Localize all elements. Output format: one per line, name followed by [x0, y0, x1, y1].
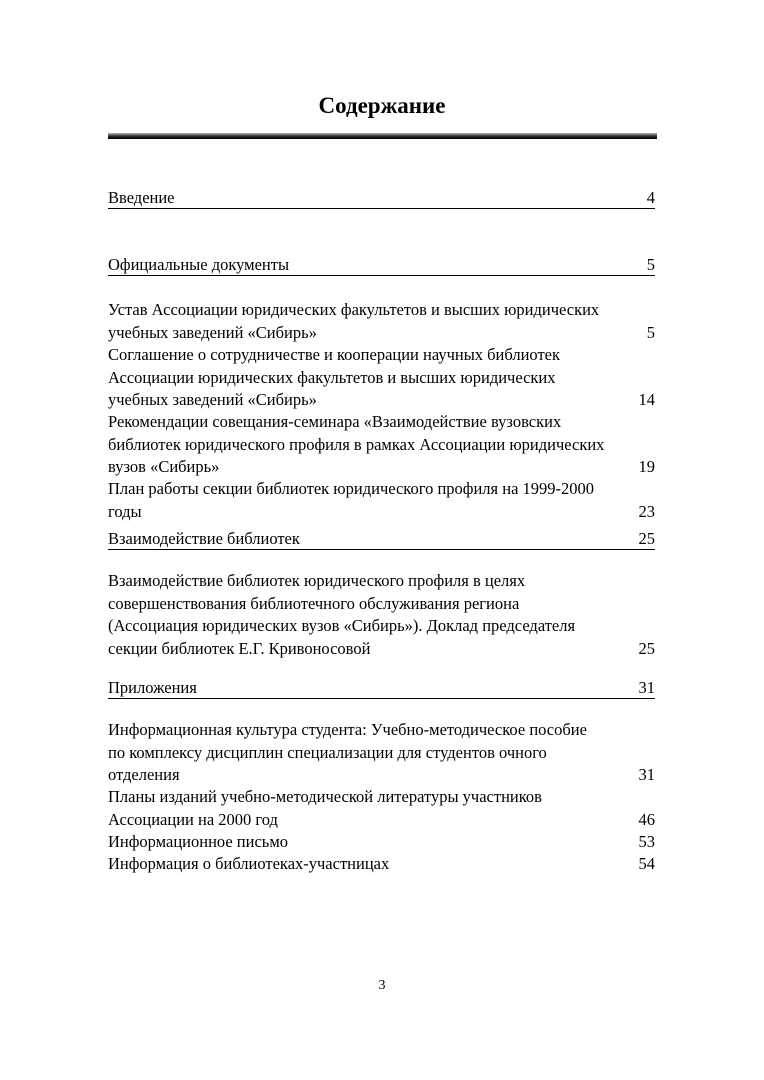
toc-entry-line: вузов «Сибирь»: [108, 457, 220, 476]
toc-entry-line: совершенствования библиотечного обслуживания региона: [108, 593, 520, 613]
toc-page-number: 31: [638, 678, 655, 697]
toc-entry-line: Информация о библиотеках-участницах: [108, 854, 390, 873]
toc-section-label: Взаимодействие библиотек: [108, 529, 300, 548]
toc-entry-line: Взаимодействие библиотек юридического профиля в целях: [108, 571, 526, 590]
title-divider: [108, 133, 657, 139]
toc-entry-line: учебных заведений «Сибирь»: [108, 390, 317, 409]
toc-section-label: Официальные документы: [108, 255, 290, 274]
toc-page-number: 19: [638, 457, 655, 476]
toc-entry-agreement[interactable]: [108, 344, 655, 412]
toc-section-intro[interactable]: [108, 188, 655, 209]
toc-entry-line: секции библиотек Е.Г. Кривоносовой: [108, 638, 371, 658]
toc-section-label: Введение: [108, 188, 175, 207]
toc-section-label: Приложения: [108, 678, 197, 697]
toc-entry-line: отделения: [108, 765, 180, 784]
toc-entry-info-letter[interactable]: [108, 831, 655, 854]
toc-entry-line: Устав Ассоциации юридических факультетов и высших юридических: [108, 300, 600, 319]
toc-page-number: 54: [638, 854, 655, 873]
toc-entry-line: Ассоциации на 2000 год: [108, 809, 278, 829]
toc-entry-line: Ассоциации юридических факультетов и высших юридических: [108, 367, 556, 387]
page-number-footer: 3: [378, 978, 386, 993]
toc-entry-line: библиотек юридического профиля в рамках Ассоциации юридических: [108, 434, 605, 454]
toc-entry-line: годы: [108, 501, 142, 521]
toc-page-number: 25: [638, 529, 655, 548]
toc-entry-line: (Ассоциация юридических вузов «Сибирь»). Доклад председателя: [108, 616, 576, 635]
toc-entry-work-plan[interactable]: [108, 478, 655, 523]
toc-entry-line: по комплексу дисциплин специализации для студентов очного: [108, 742, 547, 762]
toc-page-number: 14: [638, 390, 655, 409]
toc-entry-charter[interactable]: [108, 299, 655, 344]
toc-page-number: 31: [638, 765, 655, 784]
toc-page-number: 5: [646, 255, 655, 274]
toc-entry-publication-plans[interactable]: [108, 786, 655, 831]
toc-page-number: 46: [638, 809, 655, 829]
toc-section-interaction[interactable]: [108, 529, 655, 550]
toc-entry-report[interactable]: [108, 570, 655, 660]
toc-entry-line: Информационная культура студента: Учебно-методическое пособие: [108, 720, 587, 739]
toc-entry-line: Планы изданий учебно-методической литературы участников: [108, 787, 542, 806]
toc-entry-recommendations[interactable]: [108, 411, 655, 479]
page-title: Содержание: [318, 93, 446, 118]
toc-page-number: 23: [638, 501, 655, 521]
toc-page-number: 25: [638, 638, 655, 658]
toc-entry-line: Рекомендации совещания-семинара «Взаимодействие вузовских: [108, 412, 562, 431]
toc-entry-line: Информационное письмо: [108, 832, 289, 851]
toc-entry-line: Соглашение о сотрудничестве и кооперации научных библиотек: [108, 345, 561, 364]
toc-page-number: 53: [638, 832, 655, 851]
toc-entry-info-culture[interactable]: [108, 719, 655, 787]
toc-page-number: 5: [646, 322, 655, 342]
toc-page-number: 4: [646, 188, 655, 207]
toc-entry-line: План работы секции библиотек юридического профиля на 1999-2000: [108, 479, 595, 498]
toc-entry-library-info[interactable]: [108, 853, 655, 876]
toc-section-official[interactable]: [108, 255, 655, 276]
toc-section-appendix[interactable]: [108, 678, 655, 699]
toc-entry-line: учебных заведений «Сибирь»: [108, 322, 317, 342]
